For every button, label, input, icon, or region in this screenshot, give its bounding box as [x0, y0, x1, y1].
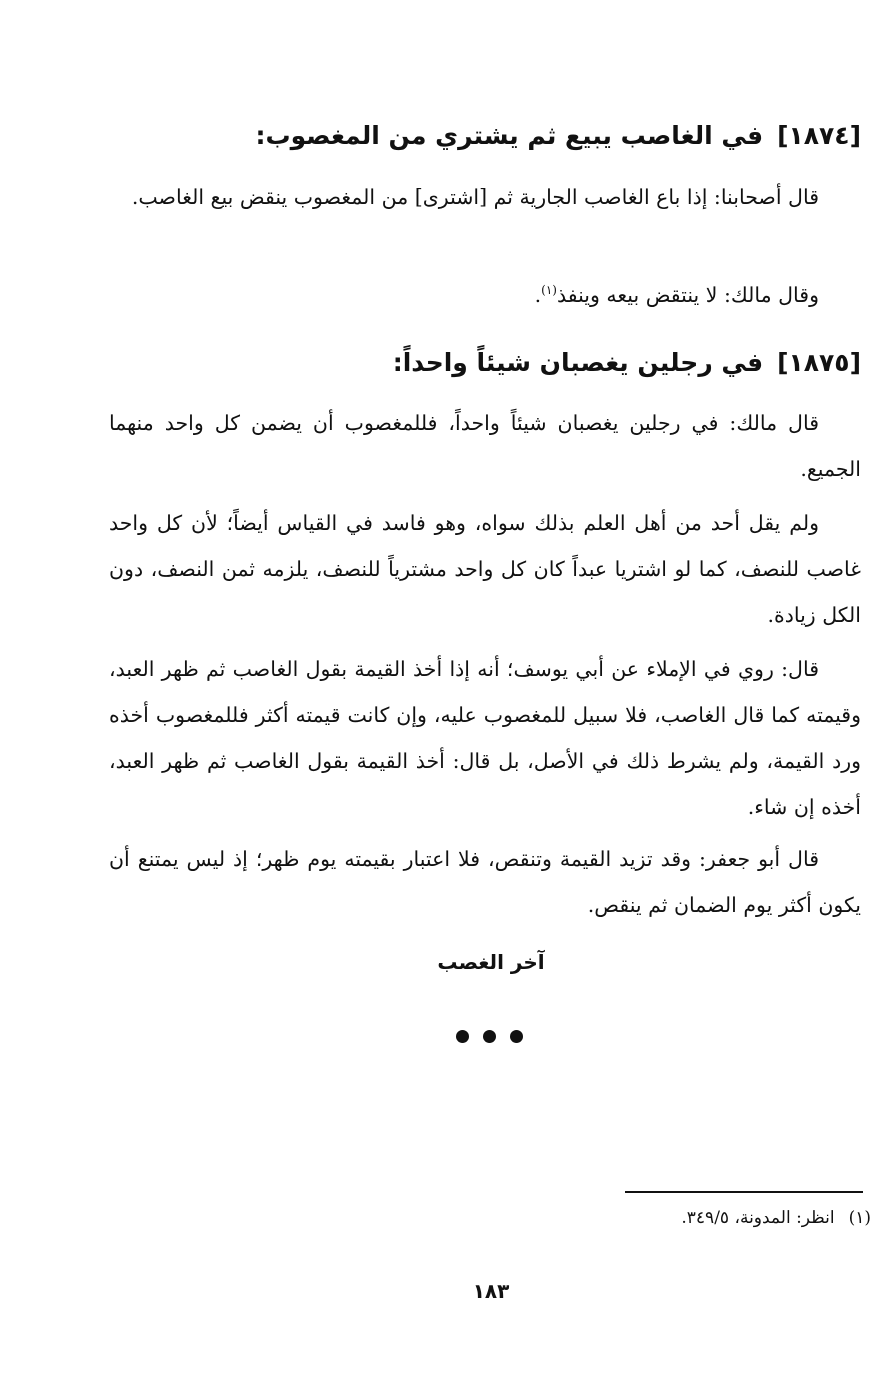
footnote-number: (١)	[848, 1208, 871, 1228]
separator-dot	[456, 1030, 469, 1043]
footnote-divider	[625, 1191, 863, 1193]
section-heading-1874	[101, 118, 861, 154]
footnote-text: انظر: المدونة، ٣٤٩/٥.	[681, 1208, 835, 1228]
separator-dots	[454, 1030, 526, 1046]
section-number: [١٨٧٤]	[777, 121, 861, 150]
footnote-marker: (١)	[541, 283, 557, 298]
footnote	[171, 1203, 871, 1233]
paragraph: قال أبو جعفر: وقد تزيد القيمة وتنقص، فلا اعتبار بقيمته يوم ظهر؛ إذ ليس يمتنع أن يكون أكثر يوم الضمان ثم ينقص.	[109, 847, 861, 917]
section-number: [١٨٧٥]	[777, 348, 861, 377]
section-title: في الغاصب يبيع ثم يشتري من المغصوب:	[255, 121, 764, 150]
paragraph: قال أصحابنا: إذا باع الغاصب الجارية ثم [اشترى] من المغصوب ينقض بيع الغاصب.	[131, 185, 819, 209]
paragraph: قال: روي في الإملاء عن أبي يوسف؛ أنه إذا أخذ القيمة بقول الغاصب ثم ظهر العبد، وقيمته كما قال الغاصب، فلا سبيل للمغصوب عليه، وإن كانت قيمته أكثر فللمغصوب أخذه ورد القيمة، ولم يشرط ذلك في الأصل، بل قال: أخذ القيمة بقول الغاصب ثم ظهر العبد، أخذه إن شاء.	[109, 657, 861, 819]
paragraph-end-mark: .	[534, 283, 542, 307]
separator-dot	[483, 1030, 496, 1043]
paragraph-text: وقال مالك: لا ينتقض بيعه وينفذ	[556, 283, 819, 307]
page-number: ١٨٣	[472, 1279, 510, 1303]
paragraph: ولم يقل أحد من أهل العلم بذلك سواه، وهو فاسد في القياس أيضاً؛ لأن كل واحد غاصب للنصف، كما لو اشتريا عبداً كان كل واحد مشترياً للنصف، يلزمه ثمن النصف، دون الكل زيادة.	[109, 511, 861, 627]
section-title: في رجلين يغصبان شيئاً واحداً:	[392, 348, 764, 377]
paragraph-with-footnote	[109, 272, 861, 318]
paragraph: قال مالك: في رجلين يغصبان شيئاً واحداً، فللمغصوب أن يضمن كل واحد منهما الجميع.	[109, 411, 861, 481]
section-heading-1875	[101, 345, 861, 381]
chapter-end-title: آخر الغصب	[437, 950, 545, 974]
separator-dot	[510, 1030, 523, 1043]
